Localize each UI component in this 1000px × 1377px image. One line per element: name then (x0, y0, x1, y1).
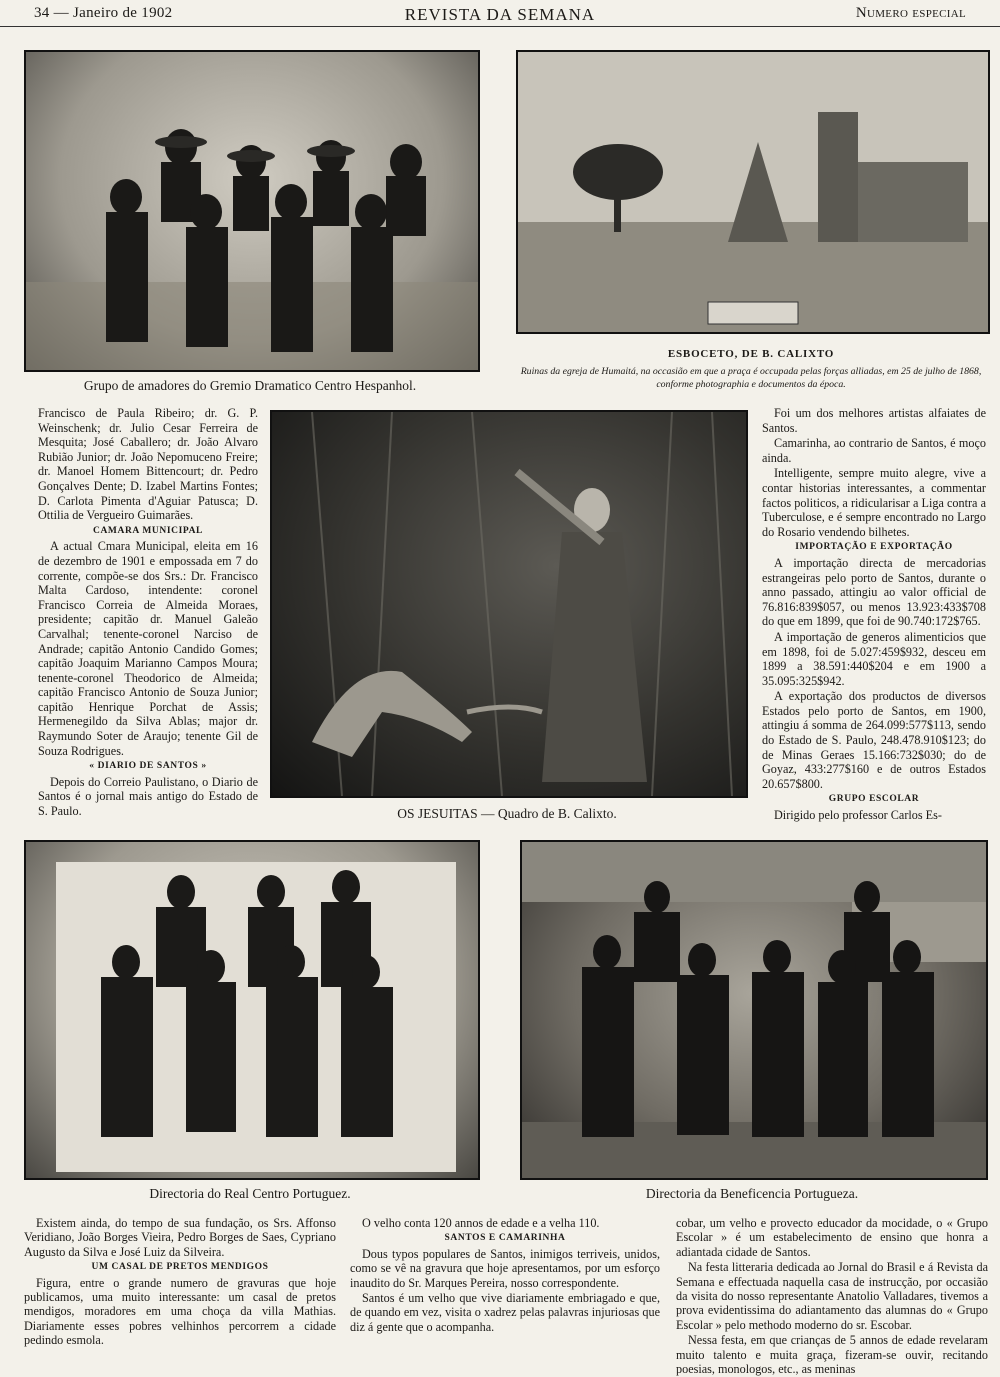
caption-gremio: Grupo de amadores do Gremio Dramatico Centro Hespanhol. (83, 378, 417, 393)
painting-os-jesuitas (270, 410, 748, 798)
caption-jesuitas: OS JESUITAS — Quadro de B. Calixto. (397, 806, 617, 821)
right-column (762, 406, 986, 824)
bottom-col3-text-1: cobar, um velho e provecto educador da mocidade, o « Grupo Escolar » é um estabelecimento de ensino que honra a adiantada cidade de Santos. (676, 1216, 988, 1259)
bottom-col3-text-2: Na festa litteraria dedicada ao Jornal do Brasil e á Revista da Semana e effectuada naquella casa de instrucção, por occasião da visita do nosso representante Anatolio Valladares, tivemos a prova evidentissima do adiantamento das alumnas do « Grupo Escolar » pelo methodo moderno do sr. Escobar. (676, 1260, 988, 1332)
importacao-text-3: A exportação dos productos de diversos Estados pelo porto de Santos, em 1900, attingiu á somma de 264.099:577$113, sendo do Estado de S. Paulo, 248.478.910$123; do de Minas Geraes 15.166:732$030; do de Goyaz, 433:277$160 e de outros Estados 20.657$800. (762, 689, 986, 791)
photo-esboceto-humaita (516, 50, 990, 334)
camara-text: A actual Cmara Municipal, eleita em 16 de dezembro de 1901 e empossada em 7 do corrente, compõe-se dos Srs.: Dr. Francisco Malta Cardoso, intendente: coronel Francisco Correia de Almeida Moraes, presidente; capitão dr. Manuel Galeão Carvalhal; tenente-coronel Narciso de Andrade; capitão Antonio Candido Gomes; capitão Joaquim Marianno Campos Moura; tenente-coronel Theodorico de Almeida; capitão Francisco Antonio de Souza Junior; capitão Henrique Porchat de Assis; Hermenegildo da Silva Ablas; major dr. Raymundo Soter de Araujo; tenente Gil de Souza Rodrigues. (38, 539, 258, 758)
right-intro: Foi um dos melhores artistas alfaiates de Santos. (762, 406, 986, 435)
diario-text: Depois do Correio Paulistano, o Diario de Santos é o jornal mais antigo do Estado de S. Paulo. (38, 774, 258, 819)
bottom-column-1 (24, 1216, 336, 1349)
caption-real-centro: Directoria do Real Centro Portuguez. (149, 1186, 351, 1201)
left-column (38, 406, 258, 820)
importacao-heading: IMPORTAÇÃO E EXPORTAÇÃO (795, 542, 953, 553)
photo-real-centro-portuguez (24, 840, 480, 1180)
caption-esboceto: Ruinas da egreja de Humaitá, na occasião em que a praça é occupada pelas forças alliadas, em 25 de julho de 1868, conforme photographia e documentos da época. (520, 366, 982, 390)
page-header (0, 0, 1000, 27)
page-info: 34 — Janeiro de 1902 (34, 5, 173, 21)
diario-heading: « DIARIO DE SANTOS » (89, 761, 207, 772)
edition-label: Numero especial (855, 5, 966, 21)
caption-esboceto-title: ESBOCETO, DE B. CALIXTO (667, 348, 835, 360)
bottom-col2-text-3: Santos é um velho que vive diariamente embriagado e que, de quando em vez, visita o xadrez pelas palavras injuriosas que diz á gente que o acompanha. (350, 1291, 660, 1334)
photo-gremio-group (24, 50, 480, 372)
pretos-mendigos-heading: UM CASAL DE PRETOS MENDIGOS (91, 1262, 269, 1273)
santos-camarinha-heading: SANTOS E CAMARINHA (444, 1233, 566, 1244)
caption-beneficencia: Directoria da Beneficencia Portugueza. (645, 1186, 859, 1201)
left-intro: Francisco de Paula Ribeiro; dr. G. P. Weinschenk; dr. Julio Cesar Ferreira de Mesquita; José Caballero; dr. João Alvaro Rubião Junior; dr. João Nepomuceno Freire; dr. Manoel Homem Bittencourt; dr. Pedro Gonçalves Dente; D. Izabel Martins Fontes; D. Carlota Pimenta d'Aguiar Patusca; D. Ottilia de Vergueiro Guimarães. (38, 406, 258, 523)
grupo-text: Dirigido pelo professor Carlos Es- (774, 808, 942, 823)
intelligente-text: Intelligente, sempre muito alegre, vive a contar historias interessantes, a commentar factos politicos, a ridicularisar a Liga contra a Tuberculose, e é sempre encontrado no Largo do Rosario vendendo bilhetes. (762, 466, 986, 539)
bottom-col2-text-2: Dous typos populares de Santos, inimigos terriveis, unidos, como se vê na gravura que hoje apresentamos, por um esforço inaudito do Sr. Marques Pereira, nosso correspondente. (350, 1246, 660, 1290)
magazine-title: REVISTA DA SEMANA (404, 5, 596, 24)
bottom-column-2 (350, 1216, 660, 1335)
camarinha-text: Camarinha, ao contrario de Santos, é moço ainda. (762, 436, 986, 465)
photo-beneficencia-portugueza (520, 840, 988, 1180)
camara-heading: CAMARA MUNICIPAL (93, 525, 203, 536)
bottom-col1-text-1: Existem ainda, do tempo de sua fundação, os Srs. Affonso Veridiano, João Borges Vieira, Pedro Borges de Saes, Cypriano Augusto da Silva e José Luiz da Silveira. (24, 1216, 336, 1259)
importacao-text-1: A importação directa de mercadorias estrangeiras pelo porto de Santos, durante o anno passado, attingiu ao valor official de 76.816:839$057, ou menos 13.923:433$708 do que em 1899, que foi de 90.740:172$765. (762, 555, 986, 629)
bottom-col1-text-2: Figura, entre o grande numero de gravuras que hoje publicamos, uma muito interessante: um casal de pretos mendigos, moradores em uma choça da villa Mathias. Diariamente esses pobres velhinhos percorrem a cidade pedindo esmola. (24, 1275, 336, 1348)
importacao-text-2: A importação de generos alimenticios que em 1898, foi de 5.027:459$932, desceu em 1899 a 38.591:440$204 e em 1900 a 35.095:325$942. (762, 629, 986, 688)
grupo-heading: GRUPO ESCOLAR (828, 794, 920, 805)
bottom-col3-text-3: Nessa festa, em que crianças de 5 annos de edade revelaram muito talento e muita graça, fizeram-se ouvir, recitando poesias, monologos, etc., as meninas (676, 1333, 988, 1377)
bottom-column-3 (676, 1216, 988, 1377)
bottom-col2-text-1: O velho conta 120 annos de edade e a velha 110. (362, 1216, 600, 1230)
